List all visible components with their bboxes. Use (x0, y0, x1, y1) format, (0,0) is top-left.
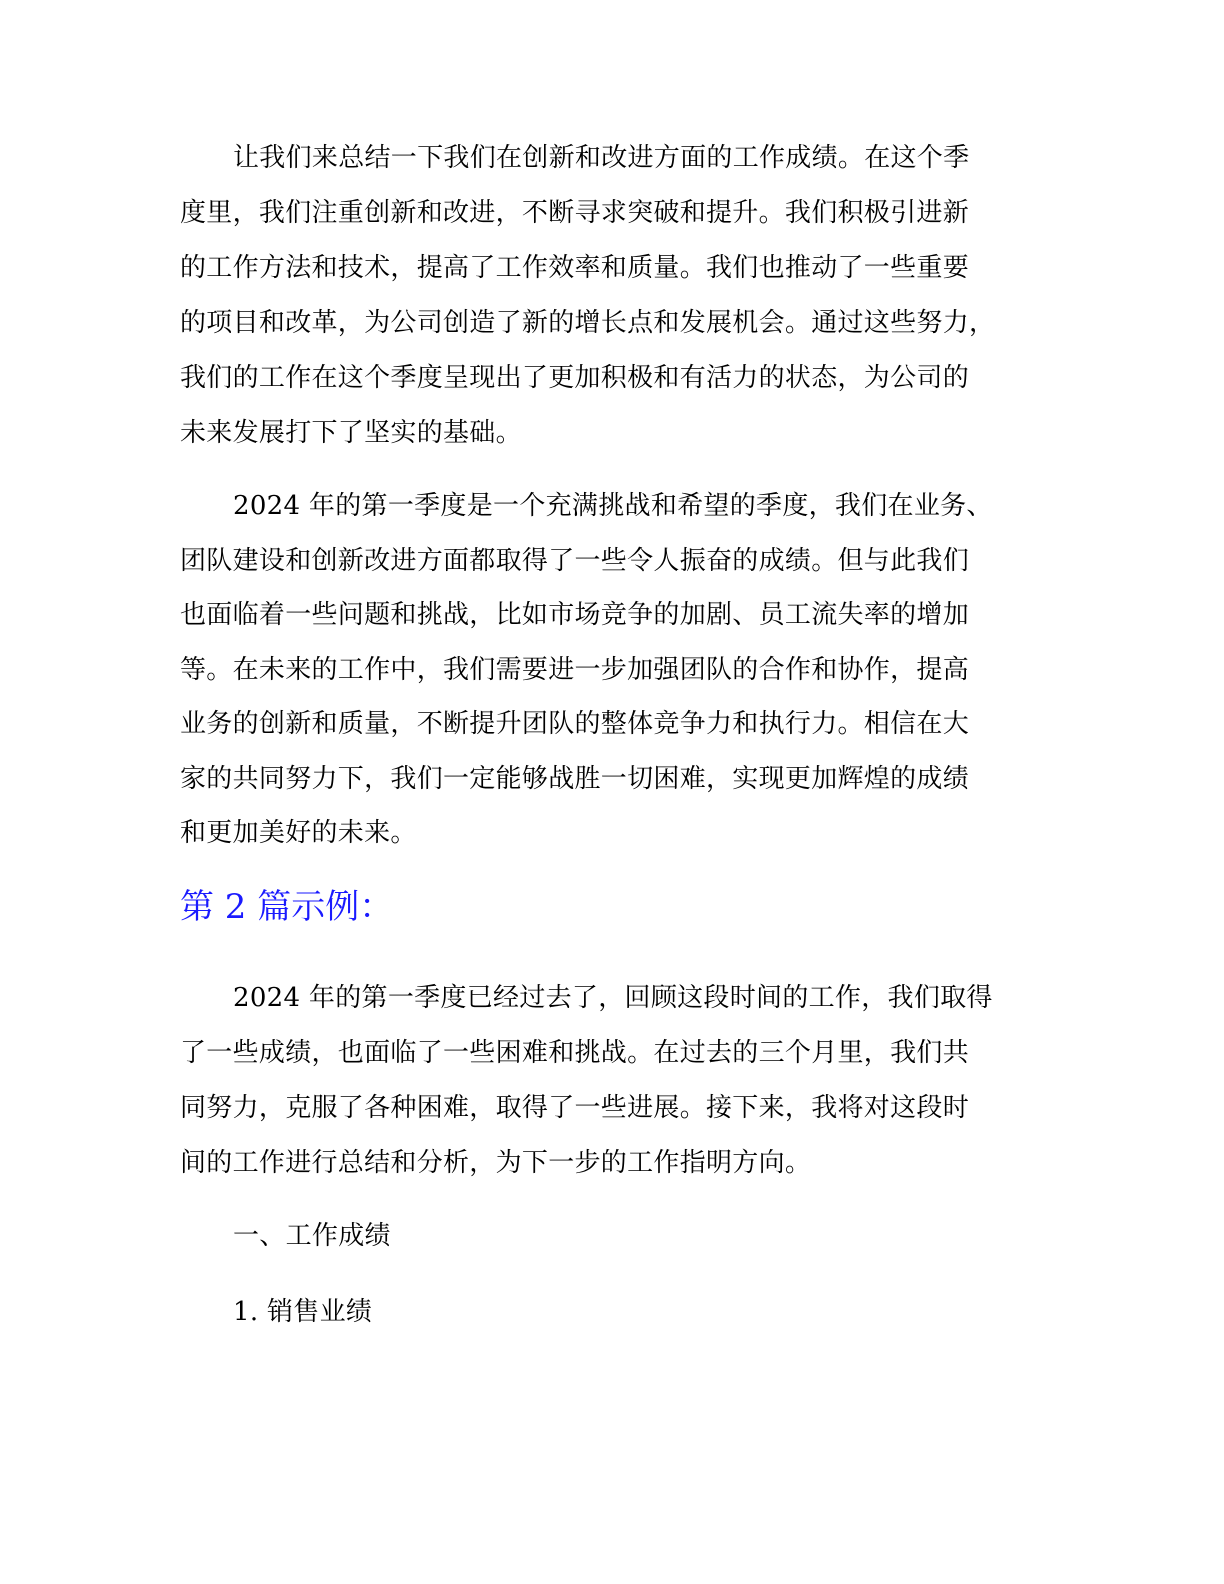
paragraph1-line-6: 未来发展打下了坚实的基础。 (180, 418, 522, 448)
section-heading: 第 2 篇示例： (180, 887, 394, 927)
paragraph3-line-3: 同努力，克服了各种困难，取得了一些进展。接下来，我将对这段时 (180, 1093, 970, 1123)
paragraph2-line-4: 等。在未来的工作中，我们需要进一步加强团队的合作和协作，提高 (180, 655, 970, 685)
paragraph2-line-7: 和更加美好的未来。 (180, 818, 417, 848)
paragraph3-line-2: 了一些成绩，也面临了一些困难和挑战。在过去的三个月里，我们共 (180, 1038, 970, 1068)
paragraph2-line-5: 业务的创新和质量，不断提升团队的整体竞争力和执行力。相信在大 (180, 709, 970, 739)
paragraph3-line-1: 2024 年的第一季度已经过去了，回顾这段时间的工作，我们取得 (233, 983, 993, 1013)
paragraph2-line-1: 2024 年的第一季度是一个充满挑战和希望的季度，我们在业务、 (233, 491, 993, 521)
paragraph1-line-3: 的工作方法和技术，提高了工作效率和质量。我们也推动了一些重要 (180, 253, 970, 283)
subheading-sales-performance: 1. 销售业绩 (233, 1297, 373, 1327)
paragraph1-line-5: 我们的工作在这个季度呈现出了更加积极和有活力的状态，为公司的 (180, 363, 970, 393)
paragraph1-line-1: 让我们来总结一下我们在创新和改进方面的工作成绩。在这个季 (233, 143, 970, 173)
paragraph1-line-4: 的项目和改革，为公司创造了新的增长点和发展机会。通过这些努力， (180, 308, 996, 338)
paragraph2-line-2: 团队建设和创新改进方面都取得了一些令人振奋的成绩。但与此我们 (180, 546, 970, 576)
paragraph3-line-4: 间的工作进行总结和分析，为下一步的工作指明方向。 (180, 1148, 812, 1178)
paragraph2-line-3: 也面临着一些问题和挑战，比如市场竞争的加剧、员工流失率的增加 (180, 600, 970, 630)
paragraph1-line-2: 度里，我们注重创新和改进，不断寻求突破和提升。我们积极引进新 (180, 198, 970, 228)
paragraph2-line-6: 家的共同努力下，我们一定能够战胜一切困难，实现更加辉煌的成绩 (180, 764, 970, 794)
subheading-work-results: 一、工作成绩 (233, 1221, 391, 1251)
